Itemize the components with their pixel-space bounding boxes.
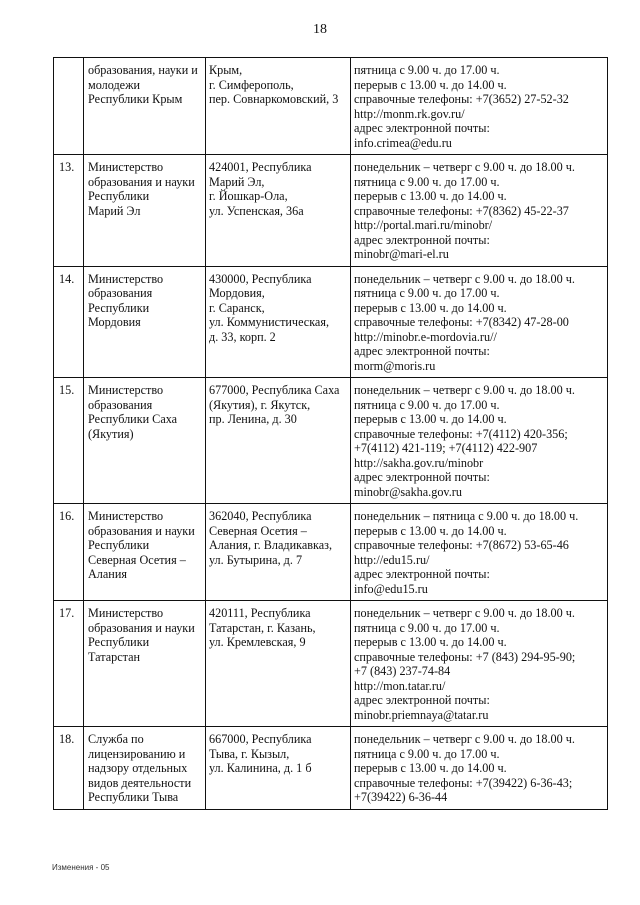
- row-number-cell: [54, 378, 84, 504]
- row-number-cell: [54, 266, 84, 378]
- organization-cell: [84, 58, 206, 155]
- organization-line: Республики: [88, 300, 150, 315]
- organization-line: Республики Саха: [88, 412, 178, 426]
- organization-line: молодежи: [88, 77, 141, 92]
- contact-info-line: понедельник – четверг с 9.00 ч. до 18.00 ч.: [354, 732, 575, 746]
- organization-line: лицензированию и: [88, 746, 186, 761]
- organization-line: Министерство: [88, 160, 164, 174]
- contact-info-cell: [351, 155, 608, 267]
- contact-info-line: адрес электронной почты:: [354, 232, 490, 247]
- address-line: г. Йошкар-Ола,: [209, 189, 288, 203]
- address-line: д. 33, корп. 2: [209, 329, 276, 344]
- organization-line: образования и науки: [88, 523, 195, 538]
- contact-info-line: пятница с 9.00 ч. до 17.00 ч.: [354, 397, 500, 412]
- row-number: 17.: [59, 606, 75, 620]
- address-line: пер. Совнаркомовский, 3: [209, 92, 339, 106]
- address-line: 677000, Республика Саха: [209, 383, 340, 397]
- address-line: Марий Эл,: [209, 174, 265, 189]
- contact-info-cell: [351, 504, 608, 601]
- contact-info-line: перерыв с 13.00 ч. до 14.00 ч.: [354, 635, 507, 649]
- organization-line: Северная Осетия –: [88, 552, 186, 567]
- organization-line: Министерство: [88, 271, 164, 286]
- address-line: ул. Коммунистическая,: [209, 315, 329, 329]
- organization-line: Министерство: [88, 509, 164, 523]
- contact-info-line: справочные телефоны: +7(4112) 420-356;: [354, 426, 568, 441]
- address-line: Крым,: [209, 63, 243, 77]
- address-line: 424001, Республика: [209, 160, 312, 174]
- contact-info-line: адрес электронной почты:: [354, 567, 490, 581]
- contact-info-line: справочные телефоны: +7(8342) 47-28-00: [354, 315, 569, 329]
- organization-cell: [84, 504, 206, 601]
- contact-info-line: пятница с 9.00 ч. до 17.00 ч.: [354, 286, 500, 300]
- organization-line: Алания: [88, 567, 127, 581]
- contact-info-line: понедельник – четверг с 9.00 ч. до 18.00 ч.: [354, 271, 575, 286]
- contact-info-cell: [351, 266, 608, 378]
- organization-line: образования: [88, 397, 153, 412]
- organization-line: надзору отдельных: [88, 761, 188, 775]
- address-line: ул. Успенская, 36а: [209, 203, 304, 218]
- row-number-cell: [54, 727, 84, 810]
- contact-info-line: адрес электронной почты:: [354, 470, 490, 484]
- organization-line: Республики: [88, 538, 150, 552]
- contact-info-line: адрес электронной почты:: [354, 121, 490, 135]
- row-number: 16.: [59, 509, 75, 523]
- row-number: 13.: [59, 160, 75, 174]
- address-line: г. Симферополь,: [209, 77, 294, 92]
- organization-line: Служба по: [88, 732, 144, 746]
- row-number-cell: [54, 58, 84, 155]
- organization-line: Республики Тыва: [88, 790, 179, 804]
- row-number: 15.: [59, 383, 75, 397]
- contact-info-line: +7 (843) 237-74-84: [354, 664, 451, 678]
- address-line: Мордовия,: [209, 286, 265, 300]
- row-number-cell: [54, 601, 84, 727]
- contact-info-line: +7(39422) 6-36-44: [354, 790, 448, 804]
- organization-line: образования и науки: [88, 620, 195, 635]
- contact-info-line: справочные телефоны: +7 (843) 294-95-90;: [354, 649, 576, 664]
- contact-info-line: пятница с 9.00 ч. до 17.00 ч.: [354, 63, 500, 77]
- row-number-cell: [54, 504, 84, 601]
- contact-info-line: перерыв с 13.00 ч. до 14.00 ч.: [354, 77, 507, 92]
- address-line: ул. Бутырина, д. 7: [209, 552, 303, 567]
- organization-cell: [84, 378, 206, 504]
- organization-line: Республики: [88, 635, 150, 649]
- address-line: Алания, г. Владикавказ,: [209, 538, 333, 552]
- organization-cell: [84, 727, 206, 810]
- table-row: [54, 378, 608, 504]
- organization-line: образования, науки и: [88, 63, 198, 77]
- contact-info-line: перерыв с 13.00 ч. до 14.00 ч.: [354, 523, 507, 538]
- contact-info-line: http://portal.mari.ru/minobr/: [354, 218, 493, 232]
- contact-info-line: понедельник – пятница с 9.00 ч. до 18.00 ч.: [354, 509, 579, 523]
- organization-cell: [84, 266, 206, 378]
- contact-info-line: понедельник – четверг с 9.00 ч. до 18.00 ч.: [354, 160, 575, 174]
- address-line: Северная Осетия –: [209, 523, 307, 538]
- contact-info-line: http://sakha.gov.ru/minobr: [354, 455, 484, 470]
- contact-info-line: minobr@mari-el.ru: [354, 247, 449, 261]
- address-cell: [206, 266, 351, 378]
- contact-info-line: +7(4112) 421-119; +7(4112) 422-907: [354, 441, 538, 455]
- contact-info-line: понедельник – четверг с 9.00 ч. до 18.00 ч.: [354, 383, 575, 397]
- contact-info-line: адрес электронной почты:: [354, 344, 490, 358]
- organization-line: Марий Эл: [88, 203, 141, 218]
- contact-info-line: перерыв с 13.00 ч. до 14.00 ч.: [354, 412, 507, 426]
- table-row: [54, 504, 608, 601]
- contact-info-line: адрес электронной почты:: [354, 693, 490, 707]
- address-cell: [206, 58, 351, 155]
- table-row: [54, 601, 608, 727]
- address-line: ул. Калинина, д. 1 б: [209, 761, 312, 775]
- contact-info-line: справочные телефоны: +7(8362) 45-22-37: [354, 203, 569, 218]
- table-row: [54, 727, 608, 810]
- address-line: 362040, Республика: [209, 509, 312, 523]
- contact-info-cell: [351, 727, 608, 810]
- contact-info-line: minobr@sakha.gov.ru: [354, 484, 462, 499]
- contact-info-line: minobr.priemnaya@tatar.ru: [354, 707, 489, 722]
- contact-info-line: справочные телефоны: +7(39422) 6-36-43;: [354, 775, 573, 790]
- contact-info-line: http://edu15.ru/: [354, 552, 430, 567]
- contact-info-cell: [351, 601, 608, 727]
- row-number: 14.: [59, 271, 75, 286]
- contact-info-line: перерыв с 13.00 ч. до 14.00 ч.: [354, 300, 507, 315]
- contact-info-line: http://minobr.e-mordovia.ru//: [354, 329, 497, 344]
- page-number: 18: [313, 22, 327, 37]
- organization-line: образования и науки: [88, 174, 195, 189]
- contact-info-line: справочные телефоны: +7(3652) 27-52-32: [354, 92, 569, 106]
- address-cell: [206, 155, 351, 267]
- table-row: [54, 266, 608, 378]
- contact-info-cell: [351, 58, 608, 155]
- contact-info-line: пятница с 9.00 ч. до 17.00 ч.: [354, 620, 500, 635]
- organization-line: (Якутия): [88, 426, 134, 441]
- address-cell: [206, 378, 351, 504]
- footer-revision-note: Изменения - 05: [52, 863, 110, 872]
- address-line: 667000, Республика: [209, 732, 312, 746]
- organization-cell: [84, 155, 206, 267]
- address-line: г. Саранск,: [209, 300, 265, 315]
- address-cell: [206, 504, 351, 601]
- address-line: ул. Кремлевская, 9: [209, 635, 306, 649]
- organization-line: Республики: [88, 189, 150, 203]
- organization-line: Татарстан: [88, 649, 141, 664]
- organization-line: Министерство: [88, 606, 164, 620]
- address-line: пр. Ленина, д. 30: [209, 412, 297, 426]
- registry-table: [53, 57, 608, 810]
- contact-info-cell: [351, 378, 608, 504]
- organization-line: Мордовия: [88, 315, 141, 329]
- address-line: 430000, Республика: [209, 271, 312, 286]
- contact-info-line: morm@moris.ru: [354, 358, 436, 373]
- address-line: (Якутия), г. Якутск,: [209, 397, 311, 412]
- organization-line: Министерство: [88, 383, 164, 397]
- organization-line: образования: [88, 286, 153, 300]
- contact-info-line: http://monm.rk.gov.ru/: [354, 106, 465, 121]
- address-line: Тыва, г. Кызыл,: [209, 746, 290, 761]
- address-line: Татарстан, г. Казань,: [209, 620, 316, 635]
- registry-table-body: [54, 58, 608, 810]
- contact-info-line: справочные телефоны: +7(8672) 53-65-46: [354, 538, 569, 552]
- table-row: [54, 58, 608, 155]
- organization-line: Республики Крым: [88, 92, 183, 106]
- table-row: [54, 155, 608, 267]
- address-cell: [206, 727, 351, 810]
- contact-info-line: http://mon.tatar.ru/: [354, 678, 446, 693]
- contact-info-line: info.crimea@edu.ru: [354, 135, 452, 150]
- contact-info-line: понедельник – четверг с 9.00 ч. до 18.00 ч.: [354, 606, 575, 620]
- row-number-cell: [54, 155, 84, 267]
- contact-info-line: перерыв с 13.00 ч. до 14.00 ч.: [354, 761, 507, 775]
- contact-info-line: пятница с 9.00 ч. до 17.00 ч.: [354, 746, 500, 761]
- row-number: 18.: [59, 732, 75, 746]
- organization-line: видов деятельности: [88, 775, 192, 790]
- address-cell: [206, 601, 351, 727]
- address-line: 420111, Республика: [209, 606, 311, 620]
- contact-info-line: пятница с 9.00 ч. до 17.00 ч.: [354, 174, 500, 189]
- contact-info-line: перерыв с 13.00 ч. до 14.00 ч.: [354, 189, 507, 203]
- contact-info-line: info@edu15.ru: [354, 581, 428, 596]
- organization-cell: [84, 601, 206, 727]
